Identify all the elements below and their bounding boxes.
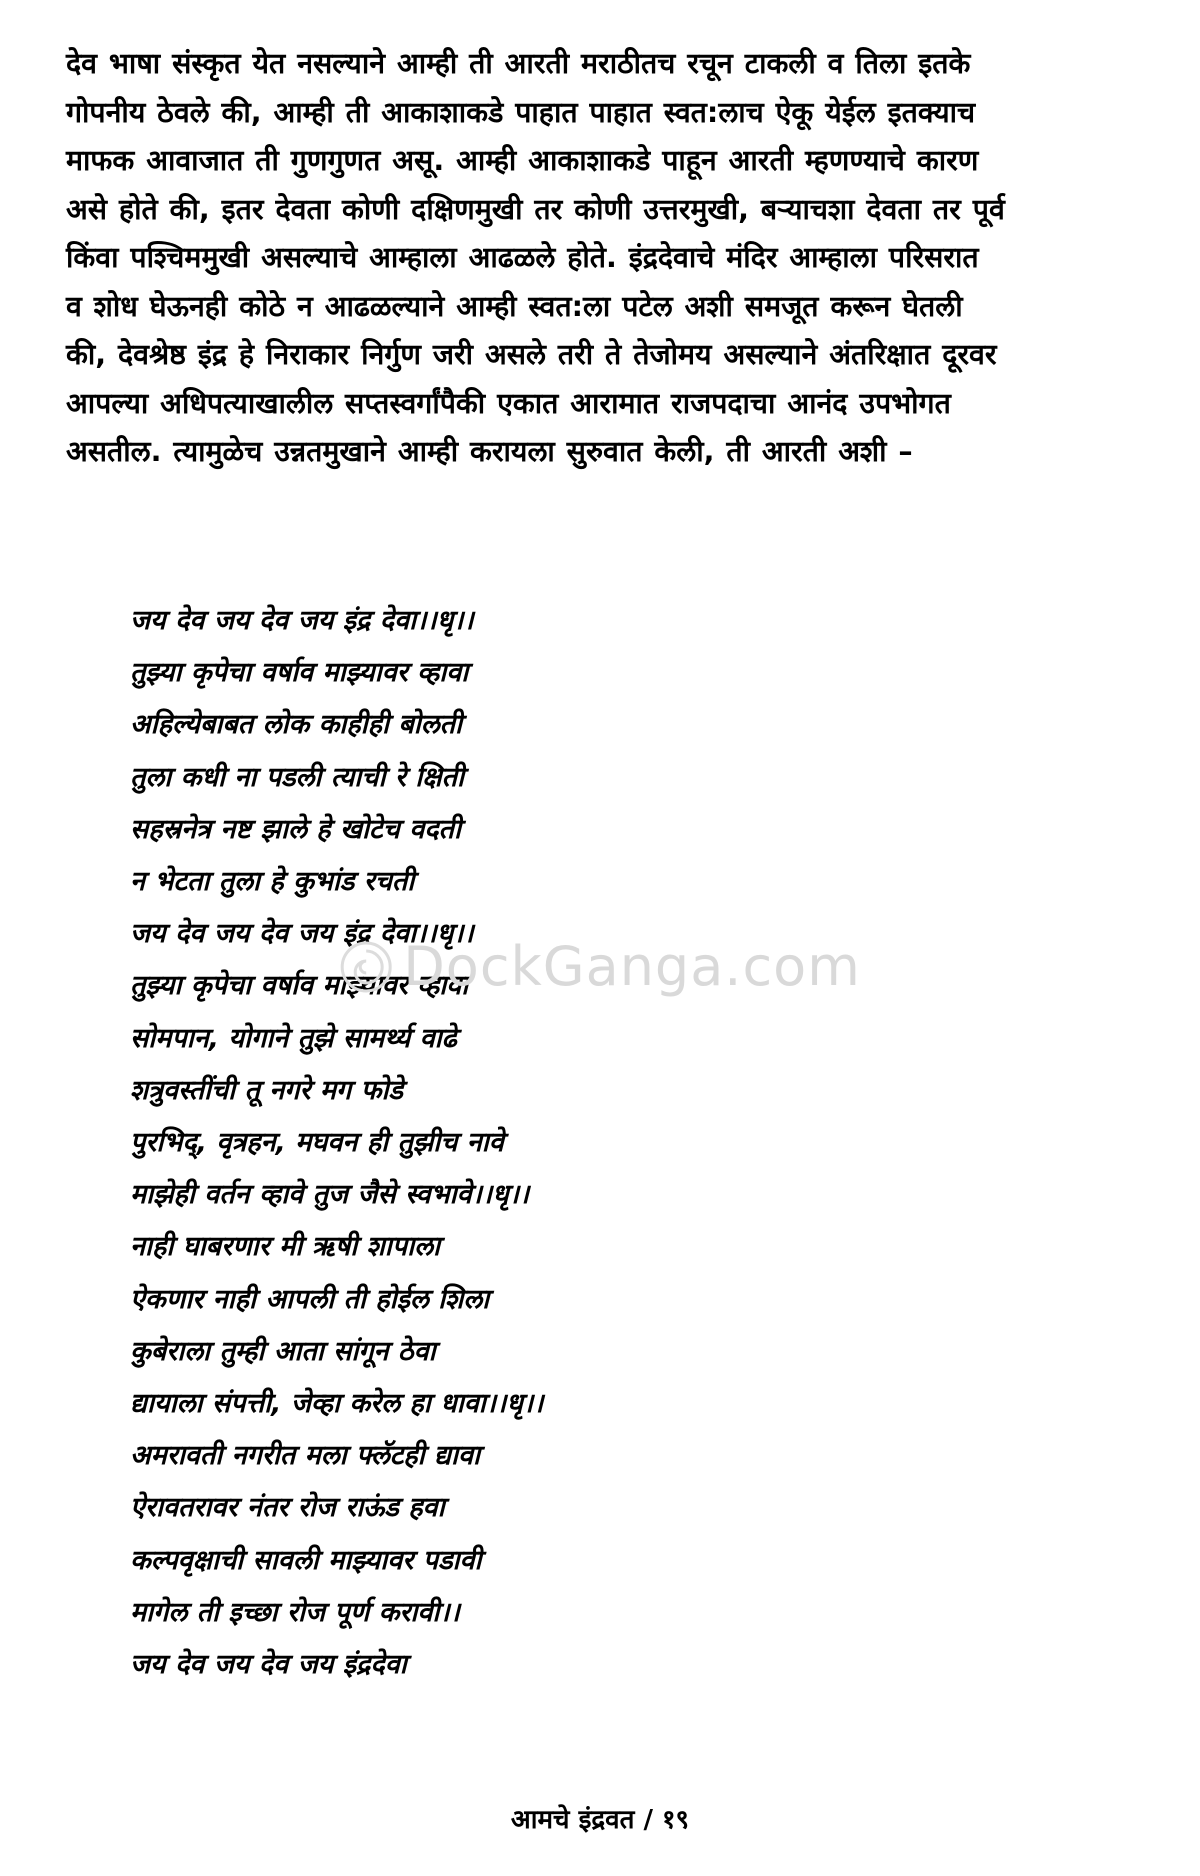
verse-line: शत्रुवस्तींची तू नगरे मग फोडे (130, 1074, 403, 1106)
body-line: देव भाषा संस्कृत येत नसल्याने आम्ही ती आरती मराठीतच रचून टाकली व तिला इतके (66, 47, 971, 80)
verse-line: अहिल्येबाबत लोक काहीही बोलती (130, 709, 463, 741)
verse-line: सहस्रनेत्र नष्ट झाले हे खोटेच वदती (130, 813, 461, 845)
verse-line: नाही घाबरणार मी ऋषी शापाला (130, 1231, 440, 1263)
verse-line: न भेटता तुला हे कुभांड रचती (130, 866, 415, 898)
verse-line: द्यायाला संपत्ती, जेव्हा करेल हा धावा।।धृ।। (130, 1388, 544, 1420)
verse-line: अमरावती नगरीत मला फ्लॅटही द्यावा (130, 1440, 481, 1472)
body-line: की, देवश्रेष्ठ इंद्र हे निराकार निर्गुण जरी असले तरी ते तेजोमय असल्याने अंतरिक्षात दूरवर (66, 338, 997, 371)
verse-line: ऐरावतरावर नंतर रोज राऊंड हवा (130, 1492, 445, 1524)
verse-line: तुला कधी ना पडली त्याची रे क्षिती (130, 761, 465, 793)
body-line: गोपनीय ठेवले की, आम्ही ती आकाशाकडे पाहात पाहात स्वत:लाच ऐकू येईल इतक्याच (66, 95, 976, 129)
verse-line: जय देव जय देव जय इंद्र देवा।।धृ।। (130, 605, 474, 636)
verse-block (130, 595, 950, 1691)
body-line: किंवा पश्चिममुखी असल्याचे आम्हाला आढळले होते. इंद्रदेवाचे मंदिर आम्हाला परिसरात (66, 241, 979, 274)
verse-line: पुरभिद्, वृत्रहन, मघवन ही तुझीच नावे (130, 1127, 504, 1159)
body-line: व शोध घेऊनही कोठे न आढळल्याने आम्ही स्वत:ला पटेल अशी समजूत करून घेतली (66, 289, 963, 323)
verse-line: ऐकणार नाही आपली ती होईल शिला (130, 1283, 490, 1315)
body-line: माफक आवाजात ती गुणगुणत असू. आम्ही आकाशाकडे पाहून आरती म्हणण्याचे कारण (66, 144, 979, 177)
watermark-text: DockGanga.com (403, 935, 861, 998)
body-line: असे होते की, इतर देवता कोणी दक्षिणमुखी तर कोणी उत्तरमुखी, बऱ्याचशा देवता तर पूर्व (66, 192, 1005, 226)
page-footer: आमचे इंद्रवत / १९ (510, 1805, 690, 1835)
body-line: आपल्या अधिपत्याखालील सप्तस्वर्गांपैकी एकात आरामात राजपदाचा आनंद उपभोगत (66, 386, 951, 420)
verse-line: मागेल ती इच्छा रोज पूर्ण करावी।। (130, 1596, 460, 1628)
body-line: असतील. त्यामुळेच उन्नतमुखाने आम्ही करायला सुरुवात केली, ती आरती अशी – (66, 435, 913, 468)
verse-line: जय देव जय देव जय इंद्रदेवा (130, 1649, 407, 1681)
verse-line: माझेही वर्तन व्हावे तुज जैसे स्वभावे।।धृ।। (130, 1179, 530, 1211)
body-paragraph (66, 40, 1132, 477)
verse-line: कुबेराला तुम्ही आता सांगून ठेवा (130, 1335, 436, 1367)
verse-line: तुझ्या कृपेचा वर्षाव माझ्यावर व्हावा (130, 970, 469, 1002)
verse-line: जय देव जय देव जय इंद्र देवा।।धृ।। (130, 918, 474, 950)
verse-line: सोमपान, योगाने तुझे सामर्थ्य वाढे (130, 1022, 457, 1054)
verse-line: तुझ्या कृपेचा वर्षाव माझ्यावर व्हावा (130, 657, 469, 689)
verse-line: कल्पवृक्षाची सावली माझ्यावर पडावी (130, 1544, 482, 1576)
